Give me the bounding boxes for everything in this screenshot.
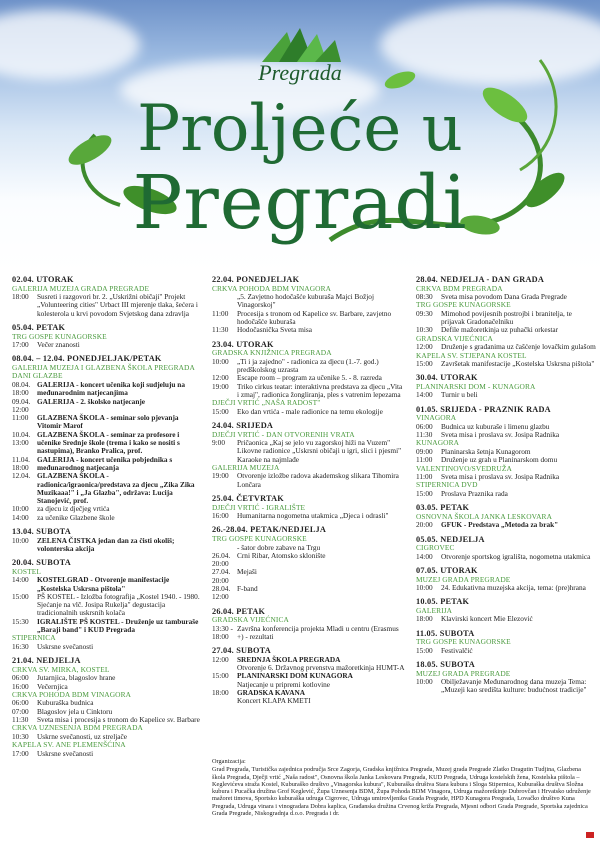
event-text: Proslava Praznika rada (441, 488, 508, 498)
day-heading: 11.05. SUBOTA (416, 628, 475, 638)
day-heading: 22.04. PONEDJELJAK (212, 275, 300, 284)
day-heading: 07.05. UTORAK (416, 565, 478, 575)
event-text: Uskrsne svečanosti (37, 641, 94, 651)
venue-label: GALERIJA (416, 605, 453, 615)
event-time: 16:30 (12, 641, 29, 651)
event-text: Druženje uz grah u Planinarskom domu (441, 455, 558, 465)
event-time: 08:30 (416, 292, 433, 302)
venue-label: CRKVA POHODA BDM VINAGORA (12, 689, 132, 699)
footer-text: Grad Pregrada, Turistička zajednica područja Srce Zagorja, Gradska knjižnica Pregrada, Muzej grada Pregrade Zlatko Dragutin Tudjina, Glazbena škola Pregrada, Dječji vrtić „Naša radost", Osnovna škola Janka Leskovara Pregrada, KUD Pregrada, Udruga kostelskih žena, Kostelska pištola – Keglevićeva straža Kostel, Kuburaško društvo „Vinagorska kubura", Kuburaška društva Stara kubura i Sloga Stipernica, Kuburaška društva Složna kubura i Pucačka družina Grof Keglević, Župa Uznesenja BDM, Župa Pohoda BDM Vinagora, Udruga mažoretkinje Dubrovčan i Hrvatsko udruženje mažoret timova, Sportsko kuburaška udruga Cigrovec, Udruga umirovljenika Grada Pregrade, HPD Kunagora Pregrada, Lovačko društvo Kuna Pregrada, Udruga vinara i vinogradara Dobra kaplica, Građanska družina Crvenog križa Pregrada, Mjesni odbori Grada Pregrade, Sportska zajednica Grada Pregrade, Niskogradnja d.o.o. Pregrada i dr. (212, 766, 591, 818)
event-row (212, 439, 406, 464)
event-row (416, 678, 596, 695)
event-text: Uskrsne svečanosti (37, 748, 94, 758)
event-text: Večer znanosti (37, 340, 80, 350)
event-time: 18:00 (212, 688, 229, 698)
venue-label: GRADSKA VIJEĆNICA (416, 333, 493, 343)
venue-label: KOSTEL (12, 566, 41, 576)
event-time: 07:00 (12, 706, 29, 716)
event-text: GLAZBENA ŠKOLA - radionica/igraonica/predstava za djecu „Zika Zika Muzikaaa!" i „Ja Glazba", održava: Lucija Stanojević, prof. (37, 471, 195, 506)
event-row (416, 490, 596, 498)
day-heading: 28.04. NEDJELJA - DAN GRADA (416, 275, 545, 284)
event-time: 11:00 (416, 472, 433, 482)
event-time: 10:00 (12, 504, 29, 514)
event-time: 11:30 (212, 325, 229, 335)
event-time: 09:30 (416, 308, 433, 318)
event-time: 14:00 (12, 575, 29, 585)
venue-label: STIPERNICA (12, 633, 56, 643)
event-time: 12.04. (12, 471, 31, 481)
event-text: Sveta misa i proslava sv. Josipa Radnika (441, 472, 560, 482)
venue-label: VALENTINOVO/SVEDRUŽA (416, 463, 512, 473)
event-text: Otvorenje sportskog igrališta, nogometna utakmica (441, 551, 591, 561)
event-time: 13:30 - 18:00 (212, 623, 233, 641)
hero-banner (0, 0, 600, 272)
day-heading: 24.04. SRIJEDA (212, 420, 274, 430)
event-time: 11:00 (212, 308, 229, 318)
event-row (416, 360, 596, 368)
pregrada-logo-icon (257, 28, 343, 64)
event-text: Eko dan vrtića - male radionice na temu ekologije (237, 406, 383, 416)
footer-title: Organizacija: (212, 758, 246, 765)
event-text: GALERIJA - 2. školsko natjecanje (37, 396, 146, 406)
venue-label: TRG GOSPE KUNAGORSKE (12, 331, 107, 341)
schedule-column-1 (12, 274, 202, 758)
event-row (12, 414, 202, 431)
event-row (212, 293, 406, 310)
event-text: Planinarska šetnja Kunagorom (441, 446, 531, 456)
event-text: Festivalčić (441, 645, 473, 655)
event-text: Završetak manifestacije „Kostelska Uskrsna pištola" (441, 359, 595, 369)
event-row (212, 310, 406, 327)
event-text: Defile mažoretkinja uz puhački orkestar (441, 325, 559, 335)
venue-label: DJEČJI VRTIĆ - DAN OTVORENIH VRATA (212, 429, 355, 439)
event-row (12, 576, 202, 593)
event-row (416, 310, 596, 327)
day-heading: 08.04. – 12.04. PONEDJELJAK/PETAK (12, 354, 162, 364)
event-row (12, 514, 202, 522)
event-text: za učenike Glazbene škole (37, 512, 115, 522)
event-time: 14:00 (416, 551, 433, 561)
event-row (416, 553, 596, 561)
venue-label: STIPERNICA DVD (416, 480, 478, 490)
event-time: 12:00 (416, 342, 433, 352)
event-text: Triko cirkus teatar: interaktivna predstava za djecu „Vita i zmaj", radionica žongliranja, ples s vatrenim lepezama (237, 381, 403, 399)
event-text: - šator dobre zabave na Trgu (237, 542, 321, 552)
event-time: 20:00 (416, 520, 433, 530)
event-time: 19:00 (212, 471, 229, 481)
event-row (416, 584, 596, 592)
event-time: 12:00 (212, 373, 229, 383)
event-row (12, 431, 202, 456)
event-time: 9:00 (212, 438, 225, 448)
event-time: 10:30 (12, 731, 29, 741)
page-title-line2: Pregradi (132, 160, 468, 246)
event-text: Humanitarna nogometna utakmica „Djeca i odrasli" (237, 511, 389, 521)
event-text: „Ti i ja zajedno" - radionica za djecu (1.-7. god.) predškolskog uzrasta (237, 356, 379, 374)
event-time: 27.04. 20:00 (212, 567, 231, 585)
venue-label: CIGROVEC (416, 543, 455, 553)
event-row (212, 326, 406, 334)
event-time (212, 293, 237, 310)
day-heading: 26.-28.04. PETAK/NEDJELJA (212, 525, 327, 535)
venue-label: CRKVA SV. MIRKA, KOSTEL (12, 664, 110, 674)
event-text: Koncert KLAPA KMETI (237, 696, 311, 706)
event-row (12, 472, 202, 505)
event-text: Druženje s građanima uz čašćenje lovačkim gulašom (441, 342, 596, 352)
event-time: 17:00 (12, 340, 29, 350)
venue-label: TRG GOSPE KUNAGORSKE (416, 300, 511, 310)
day-heading: 26.04. PETAK (212, 606, 266, 616)
event-text: Pričaonica „Kaj se jelo vu zagorskoj hiži na Vuzem" Likovne radionice „Uskrsni običaji u igri, slici i pjesmi" Karaoke na najmlađe (237, 438, 402, 464)
event-time: 09.04. 12:00 (12, 396, 31, 414)
day-heading: 21.04. NEDJELJA (12, 656, 81, 666)
event-time: 10:30 (416, 325, 433, 335)
day-heading: 30.04. UTORAK (416, 373, 478, 383)
event-row (212, 568, 406, 585)
event-time: 15:00 (212, 406, 229, 416)
day-heading: 13.04. SUBOTA (12, 527, 71, 537)
event-row (212, 512, 406, 520)
event-time: 10:00 (416, 677, 433, 687)
event-text: GFUK - Predstava „Metoda za brak" (441, 520, 559, 530)
day-heading: 01.05. SRIJEDA - PRAZNIK RADA (416, 404, 551, 414)
day-heading: 18.05. SUBOTA (416, 660, 475, 670)
organizers-footer (212, 758, 592, 817)
event-text: GLAZBENA ŠKOLA - seminar solo pjevanja Vitomir Marof (37, 413, 179, 431)
event-row (12, 537, 202, 554)
event-text: GALERIJA - koncert učenika koji sudjeluju na međunarodnim natjecanjima (37, 379, 185, 398)
event-time: 11.04. 18:00 (12, 454, 30, 472)
venue-label: DJEČJI VRTIĆ - IGRALIŠTE (212, 502, 306, 512)
event-time: 06:00 (12, 673, 29, 683)
event-row (12, 456, 202, 473)
event-text: Escape room – program za učenike 5. - 8. razreda (237, 373, 382, 383)
event-text: Završna konferencija projekta Mladi u centru (Erasmus +) - rezultati (237, 623, 399, 641)
event-time: 11:30 (416, 430, 433, 440)
event-row (212, 585, 406, 602)
event-row (212, 408, 406, 416)
event-text: za djecu iz dječjeg vrtića (37, 504, 110, 514)
event-text: Hodočasnička Sveta misa (237, 325, 312, 335)
event-row (12, 593, 202, 618)
event-row (416, 615, 596, 623)
page-title-line1: Proljeće u (137, 92, 463, 166)
venue-label: TRG GOSPE KUNAGORSKE (212, 534, 307, 544)
event-text: Jutarnjica, blagoslov hrane (37, 673, 116, 683)
event-text: PŠ KOSTEL - Izložba fotografija „Kostel 1940. - 1980. Sjećanje na vlč. Josipa Rukelja" degustacija tradicionalnih uskrsnih kolača (37, 591, 200, 618)
event-time: 15:00 (212, 671, 229, 681)
event-text: Procesija s tronom od Kapelice sv. Barbare, zavjetno hodočašće kuburaša (237, 308, 392, 326)
event-time: 09:00 (416, 446, 433, 456)
event-time: 18:00 (12, 292, 29, 302)
schedule-column-2 (212, 274, 406, 706)
event-row (416, 647, 596, 655)
venue-label: MUZEJ GRADA PREGRADE (416, 668, 511, 678)
event-time: 26.04. 20:00 (212, 550, 231, 569)
corner-mark (586, 832, 594, 838)
venue-label: KAPELA SV. ANE PLEMENŠĆINA (12, 740, 126, 750)
event-time: 12:00 (212, 654, 229, 664)
venue-label: GALERIJA MUZEJA I GLAZBENA ŠKOLA PREGRADA DANI GLAZBE (12, 362, 195, 381)
event-time: 15:00 (416, 488, 433, 498)
event-text: Mimohod povijesnih postrojbi i branitelja, te prijavak Gradonačelniku (441, 308, 572, 327)
venue-label: GALERIJA MUZEJA (212, 462, 280, 472)
event-text: GRADSKA KAVANA (237, 688, 306, 698)
day-heading: 23.04. UTORAK (212, 339, 274, 349)
event-time: 11:30 (12, 714, 29, 724)
venue-label: KUNAGORA (416, 438, 460, 448)
event-row (416, 391, 596, 399)
event-text: Večernjica (37, 681, 68, 691)
event-time: 06:00 (12, 698, 29, 708)
event-row (212, 697, 406, 705)
venue-label: DJEČJI VRTIĆ „NAŠA RADOST" (212, 398, 321, 408)
event-row (12, 750, 202, 758)
event-text: Otvorenje 6. Državnog prvenstva mažoretkinja HUMT-A (237, 663, 405, 673)
venue-label: GRADSKA KNJIŽNICA PREGRADA (212, 348, 332, 358)
event-text: Turnir u beli (441, 390, 478, 400)
event-time: 15:00 (416, 645, 433, 655)
venue-label: TRG GOSPE KUNAGORSKE (416, 637, 511, 647)
event-text: Susreti i razgovori br. 2. „Uskrižni običaji" Projekt „Volunteering cities" Urbact III mjerenje tlaka, šećera i kolesterola u krvi povodom Svjetskog dana zdravlja (37, 292, 198, 318)
event-text: Blagoslov jela u Cinktoru (37, 706, 113, 716)
venue-label: PLANINARSKI DOM - KUNAGORA (416, 381, 536, 391)
event-time: 10:00 (12, 535, 29, 545)
event-text: Kuburaška budnica (37, 698, 94, 708)
schedule-column-3 (416, 274, 596, 695)
day-heading: 25.04. ČETVRTAK (212, 494, 284, 504)
venue-label: GRADSKA VIJEĆNICA (212, 615, 289, 625)
event-text: „5. Zavjetno hodočašće kuburaša Majci Božjoj Vinagorskoj" (237, 292, 374, 310)
event-time: 08.04. 18:00 (12, 379, 31, 398)
event-text: Klavirski koncert Mie Elezović (441, 614, 533, 624)
event-text: F-band (237, 584, 258, 593)
event-row (12, 618, 202, 635)
event-time: 10:00 (212, 356, 229, 366)
event-row (12, 643, 202, 651)
venue-label: CRKVA UZNESENJA BDM PREGRADA (12, 723, 143, 733)
event-text: PLANINARSKI DOM KUNAGORA (237, 671, 353, 681)
venue-label: CRKVA POHODA BDM VINAGORA (212, 283, 332, 293)
day-heading: 20.04. SUBOTA (12, 558, 71, 568)
event-time: 14:00 (416, 390, 433, 400)
event-text: GALERIJA - koncert učenika pobjednika s međunarodnog natjecanja (37, 454, 173, 472)
event-row (212, 383, 406, 400)
event-text: ZELENA ČISTKA jedan dan za čisti okoliš; volonterska akcija (37, 535, 175, 553)
event-time: 16:00 (12, 681, 29, 691)
event-time: 17:00 (12, 748, 29, 758)
day-heading: 05.04. PETAK (12, 322, 66, 332)
event-text: Mejaši (237, 567, 257, 577)
event-text: Sveta misa i proslava sv. Josipa Radnika (441, 430, 560, 440)
event-time: 15:00 (416, 359, 433, 369)
day-heading: 27.04. SUBOTA (212, 646, 271, 656)
event-time (212, 697, 237, 705)
venue-label: MUZEJ GRADA PREGRADE (416, 574, 511, 584)
event-text: Sveta misa povodom Dana Grada Pregrade (441, 292, 567, 302)
event-text: Uskrne svečanosti, uz streljače (37, 731, 127, 741)
event-time: 15:00 (12, 591, 29, 601)
event-row (12, 398, 202, 415)
event-time: 11:00 (12, 413, 29, 423)
event-row (212, 472, 406, 489)
event-row (212, 358, 406, 375)
event-text: Crni Ribar, Atomsko sklonište (237, 550, 326, 560)
event-time: 15:30 (12, 616, 29, 626)
event-text: Sveta misa i procesija s tronom do Kapelice sv. Barbare (37, 714, 200, 724)
event-time: 06:00 (416, 421, 433, 431)
event-time: 28.04. 12:00 (212, 584, 231, 602)
event-time: 19:00 (212, 381, 229, 391)
event-text: GLAZBENA ŠKOLA - seminar za profesore i učenike Srednje škole (trema i kako se nositi s nastupima), Branko Pralica, prof. (37, 429, 180, 456)
event-row (12, 341, 202, 349)
day-heading: 02.04. UTORAK (12, 275, 74, 284)
event-row (416, 521, 596, 529)
day-heading: 03.05. PETAK (416, 503, 470, 513)
event-text: KOSTELGRAD - Otvorenje manifestacije „Kostelska Uskrsna pištola" (37, 575, 170, 593)
event-time: 10:00 (416, 583, 433, 593)
event-row (212, 552, 406, 569)
event-text: Obilježavanje Međunarodnog dana muzeja Tema: „Muzeji kao središta kulture: budućnost tradicije" (441, 677, 587, 695)
event-text: IGRALIŠTE PŠ KOSTEL - Druženje uz tamburaše „Baraji band" i KUD Pregrada (37, 616, 199, 635)
event-time: 16:00 (212, 511, 229, 521)
venue-label: CRKVA BDM PREGRADA (416, 283, 503, 293)
event-text: Budnica uz kuburaše i limenu glazbu (441, 421, 550, 431)
event-time: 14:00 (12, 512, 29, 522)
event-text: SREDNJA ŠKOLA PREGRADA (237, 654, 341, 664)
event-row (12, 381, 202, 398)
event-text: Natjecanje u pripremi kotlovine (237, 679, 331, 689)
venue-label: KAPELA SV. STJEPANA KOSTEL (416, 350, 527, 360)
venue-label: VINAGORA (416, 413, 457, 423)
event-row (12, 293, 202, 318)
day-heading: 10.05. PETAK (416, 597, 470, 607)
event-row (212, 625, 406, 642)
event-time: 10.04. 13:00 (12, 429, 31, 448)
event-text: 24. Edukativna muzejska akcija, tema: (pre)hrana (441, 583, 586, 593)
event-time: 18:00 (416, 614, 433, 624)
venue-label: GALERIJA MUZEJA GRADA PREGRADE (12, 283, 150, 293)
venue-label: OSNOVNA ŠKOLA JANKA LESKOVARA (416, 511, 553, 521)
event-time: 11:00 (416, 455, 433, 465)
brand-name: Pregrada (258, 60, 342, 85)
day-heading: 05.05. NEDJELJA (416, 534, 485, 544)
event-text: Otvorenje izložbe radova akademskog slikara Tihomira Lončara (237, 471, 399, 489)
